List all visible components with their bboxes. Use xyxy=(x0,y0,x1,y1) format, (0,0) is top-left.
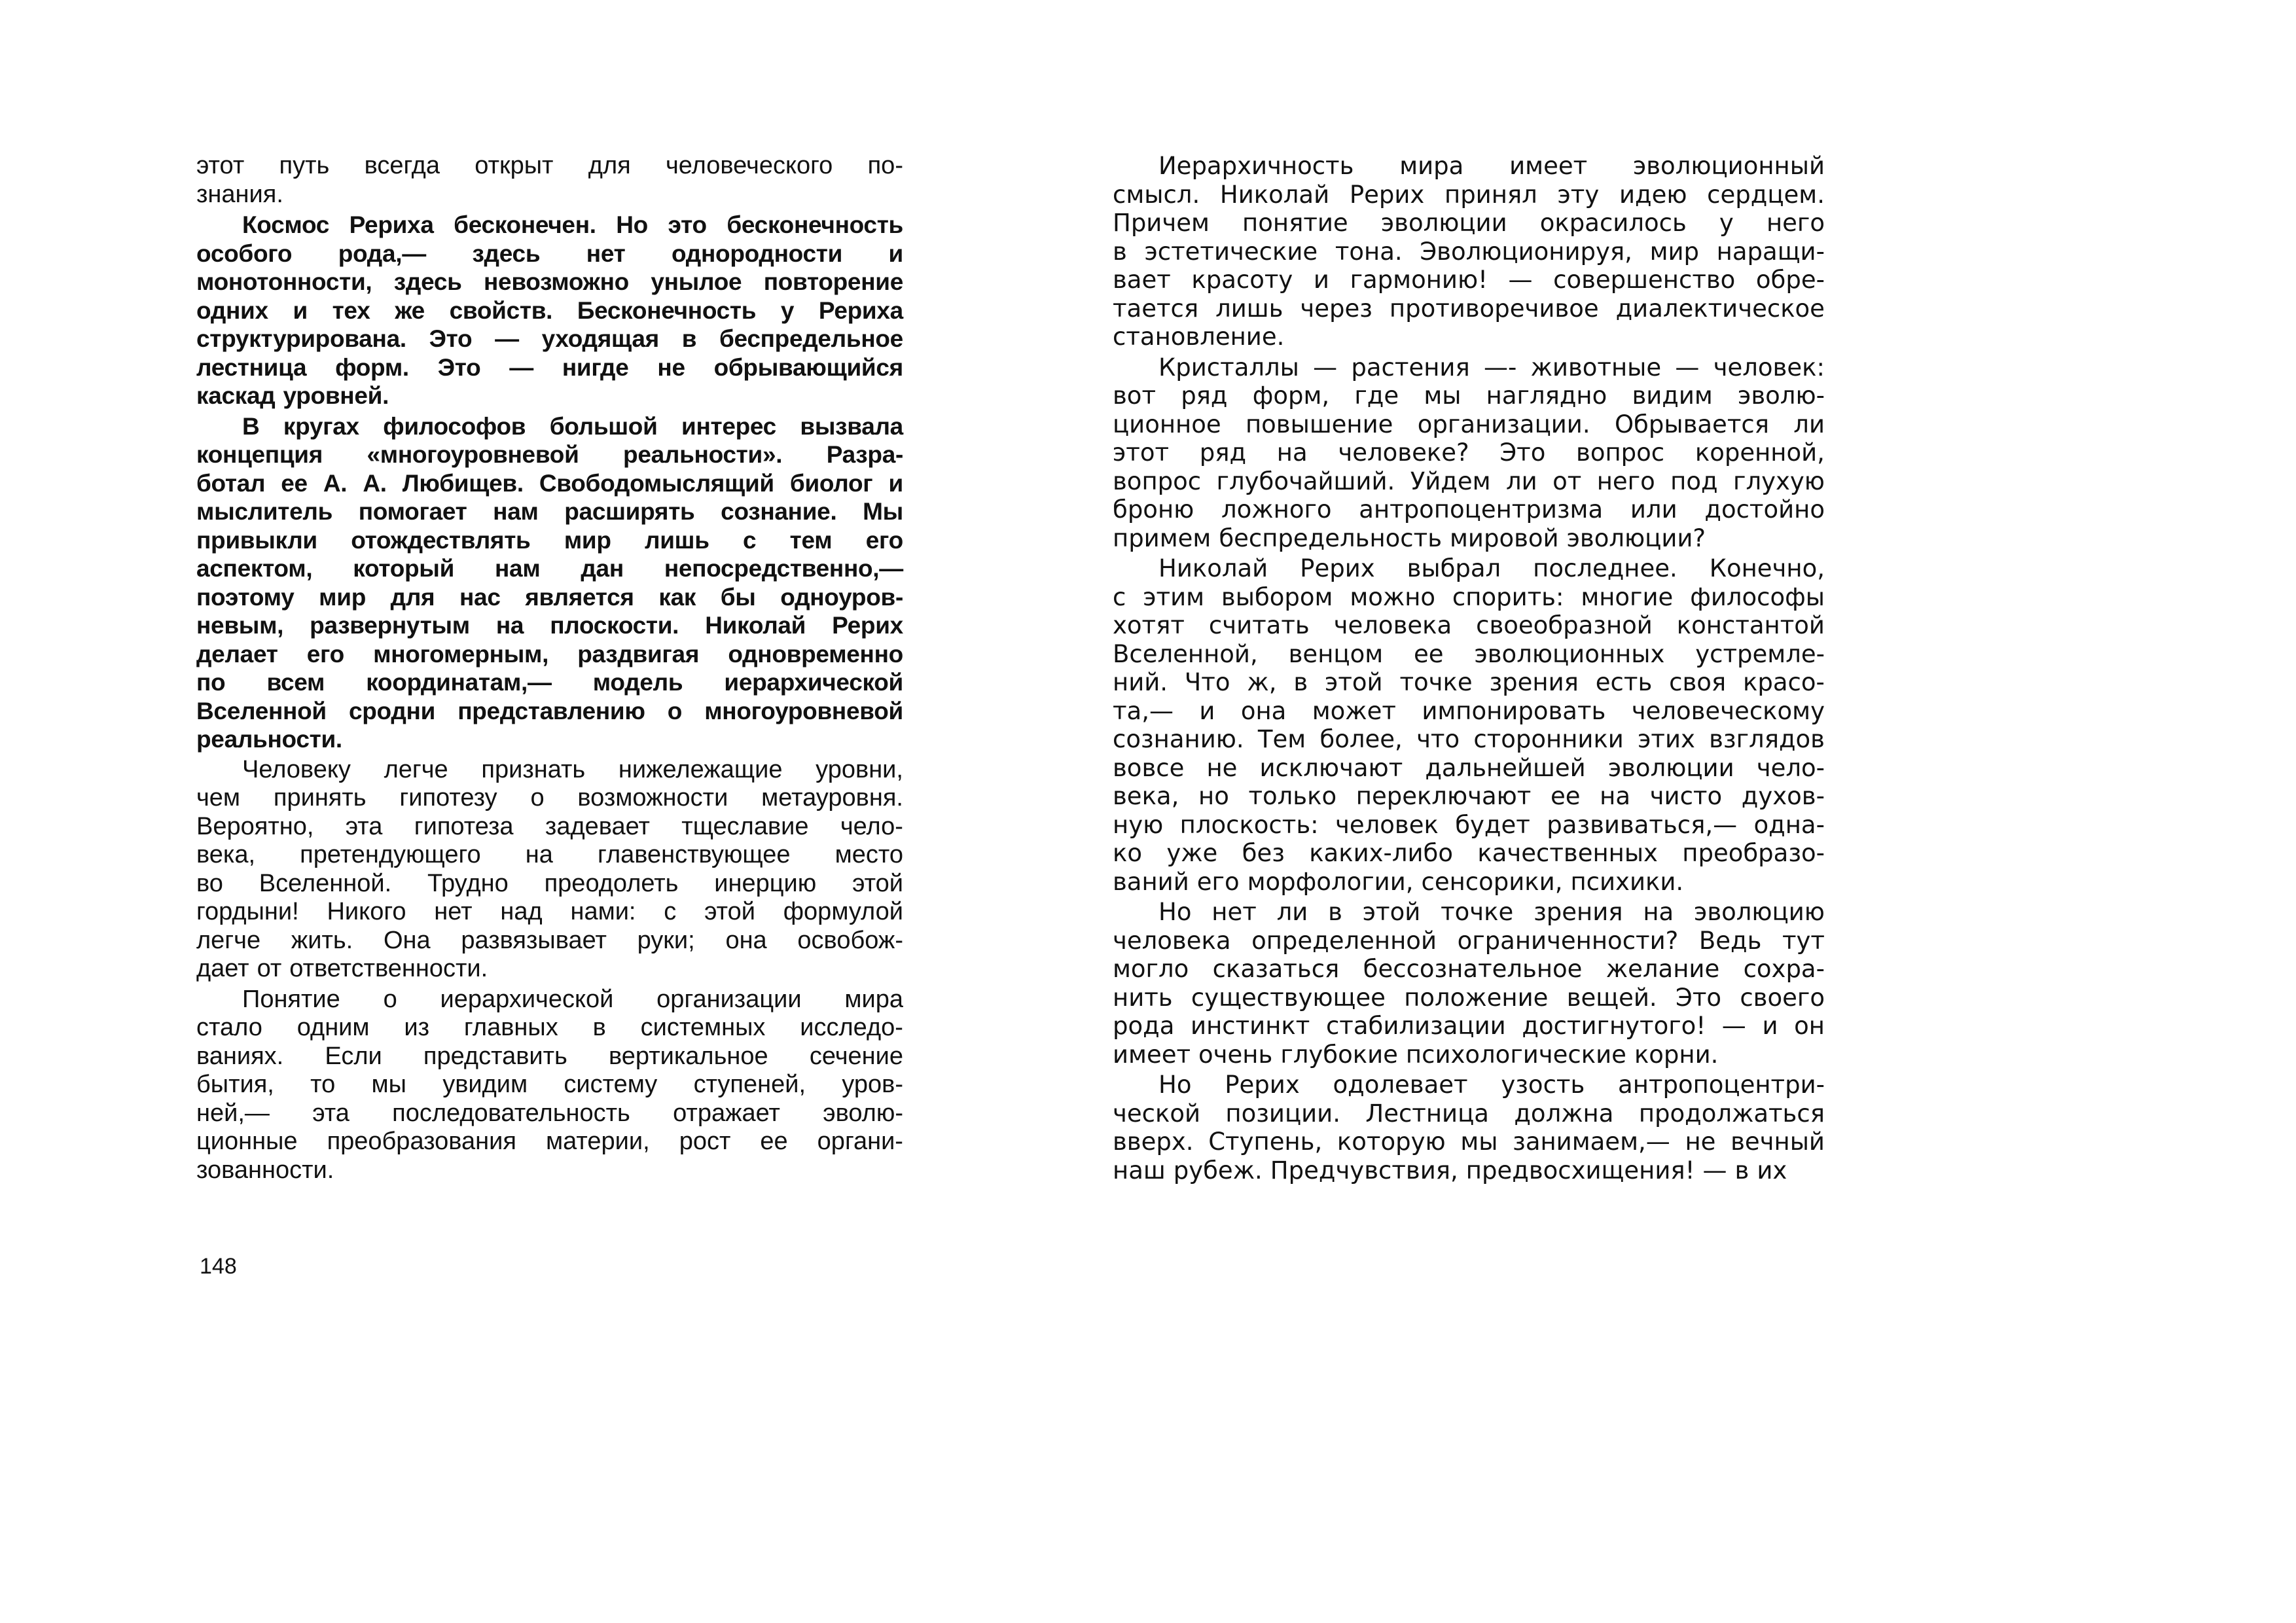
text-line: Человеку легче признать нижележащие уровни, xyxy=(242,755,903,783)
paragraph xyxy=(196,986,903,1185)
text-line: вопрос глубочайший. Уйдем ли от него под глухую xyxy=(1113,467,1825,495)
text-line: ко уже без каких-либо качественных преобразо- xyxy=(1113,839,1825,867)
text-line: ботал ее А. А. Любищев. Свободомыслящий биолог и xyxy=(196,469,903,497)
text-line: наш рубеж. Предчувствия, предвосхищения! — в их xyxy=(1113,1156,1787,1185)
text-line: с этим выбором можно спорить: многие философы xyxy=(1113,582,1825,611)
text-line: Причем понятие эволюции окрасилось у него xyxy=(1113,209,1825,237)
text-line: Космос Рериха бесконечен. Но это бесконечность xyxy=(242,211,903,238)
paragraph xyxy=(196,152,903,209)
paragraph xyxy=(1113,554,1825,896)
text-line: ческой позиции. Лестница должна продолжаться xyxy=(1113,1099,1825,1128)
text-line: концепция «многоуровневой реальности». Разра- xyxy=(196,441,903,468)
paragraph xyxy=(1113,898,1825,1069)
text-line: дает от ответственности. xyxy=(196,955,488,982)
text-line: поэтому мир для нас является как бы одноуров- xyxy=(196,583,903,611)
text-line: чем принять гипотезу о возможности метауровня. xyxy=(196,784,903,812)
text-line: ваний его морфологии, сенсорики, психики. xyxy=(1113,867,1684,896)
text-line: броню ложного антропоцентризма или достойно xyxy=(1113,495,1825,524)
paragraph xyxy=(1113,1071,1825,1185)
text-line: Кристаллы — растения —- животные — человек: xyxy=(1158,353,1825,382)
text-line: в эстетические тона. Эволюционируя, мир наращи- xyxy=(1113,237,1825,266)
text-line: ваниях. Если представить вертикальное сечение xyxy=(196,1042,903,1070)
text-line: В кругах философов большой интерес вызвала xyxy=(242,412,903,440)
text-line: вверх. Ступень, которую мы занимаем,— не вечный xyxy=(1113,1128,1825,1156)
paragraph xyxy=(1113,152,1825,351)
text-line: мыслитель помогает нам расширять сознание. Мы xyxy=(196,498,903,525)
paragraph xyxy=(196,756,903,984)
text-line: зованности. xyxy=(196,1156,334,1184)
text-line: та,— и она может импонировать человеческому xyxy=(1113,696,1825,725)
text-line: Вселенной сродни представлению о многоуровневой xyxy=(196,697,903,724)
text-line: века, претендующего на главенствующее место xyxy=(196,841,903,868)
text-line: каскад уровней. xyxy=(196,382,389,409)
text-line: вовсе не исключают дальнейшей эволюции чело- xyxy=(1113,753,1825,782)
text-line: сознанию. Тем более, что сторонники этих взглядов xyxy=(1113,725,1825,753)
text-line: становление. xyxy=(1113,323,1285,351)
left-page-text xyxy=(196,152,903,1186)
text-line: рода инстинкт стабилизации достигнутого! — и он xyxy=(1113,1012,1825,1040)
text-line: нить существующее положение вещей. Это своего xyxy=(1113,983,1825,1012)
paragraph xyxy=(196,211,903,410)
text-line: бытия, то мы увидим систему ступеней, уров- xyxy=(196,1071,903,1098)
text-line: этот ряд на человеке? Это вопрос коренной, xyxy=(1113,438,1825,467)
text-line: легче жить. Она развязывает руки; она освобож- xyxy=(196,926,903,954)
text-line: привыкли отождествлять мир лишь с тем его xyxy=(196,526,903,554)
paragraph xyxy=(196,412,903,754)
text-line: гордыни! Никого нет над нами: с этой формулой xyxy=(196,898,903,925)
text-line: смысл. Николай Рерих принял эту идею сердцем. xyxy=(1113,180,1825,209)
text-line: стало одним из главных в системных исследо- xyxy=(196,1014,903,1041)
text-line: тается лишь через противоречивое диалектическое xyxy=(1113,294,1825,323)
text-line: структурирована. Это — уходящая в беспредельное xyxy=(196,325,903,352)
text-line: аспектом, который нам дан непосредственно,— xyxy=(196,555,903,582)
text-line: ционные преобразования материи, рост ее органи- xyxy=(196,1128,903,1155)
text-line: века, но только переключают ее на чисто духов- xyxy=(1113,782,1825,810)
text-line: вот ряд форм, где мы наглядно видим эволю- xyxy=(1113,382,1825,410)
text-line: Вселенной, венцом ее эволюционных устремле- xyxy=(1113,639,1825,668)
text-line: имеет очень глубокие психологические корни. xyxy=(1113,1040,1719,1069)
paragraph xyxy=(1113,353,1825,553)
text-line: вает красоту и гармонию! — совершенство обре- xyxy=(1113,266,1825,294)
text-line: невым, развернутым на плоскости. Николай Рерих xyxy=(196,612,903,639)
text-line: человека определенной ограниченности? Ведь тут xyxy=(1113,926,1825,955)
text-line: Но нет ли в этой точке зрения на эволюцию xyxy=(1158,898,1825,926)
text-line: особого рода,— здесь нет однородности и xyxy=(196,240,903,267)
right-page-text xyxy=(1113,152,1825,1186)
text-line: Вероятно, эта гипотеза задевает тщеславие чело- xyxy=(196,812,903,840)
text-line: ний. Что ж, в этой точке зрения есть своя красо- xyxy=(1113,668,1825,696)
text-line: одних и тех же свойств. Бесконечность у Рериха xyxy=(196,296,903,324)
text-line: реальности. xyxy=(196,726,342,753)
text-line: ную плоскость: человек будет развиваться,— одна- xyxy=(1113,810,1825,839)
text-line: могло сказаться бессознательное желание сохра- xyxy=(1113,955,1825,983)
text-line: монотонности, здесь невозможно унылое повторение xyxy=(196,268,903,295)
text-line: ней,— эта последовательность отражает эволю- xyxy=(196,1099,903,1127)
text-line: хотят считать человека своеобразной константой xyxy=(1113,611,1825,639)
text-line: во Вселенной. Трудно преодолеть инерцию этой xyxy=(196,869,903,897)
text-line: Понятие о иерархической организации мира xyxy=(242,985,903,1013)
text-line: делает его многомерным, раздвигая одновременно xyxy=(196,640,903,668)
text-line: этот путь всегда открыт для человеческого по- xyxy=(196,152,903,179)
text-line: по всем координатам,— модель иерархической xyxy=(196,669,903,696)
text-line: Николай Рерих выбрал последнее. Конечно, xyxy=(1158,554,1825,582)
text-line: примем беспредельность мировой эволюции? xyxy=(1113,524,1706,552)
text-line: ционное повышение организации. Обрывается ли xyxy=(1113,410,1825,438)
text-line: знания. xyxy=(196,180,283,208)
text-line: Но Рерих одолевает узость антропоцентри- xyxy=(1158,1071,1825,1099)
text-line: лестница форм. Это — нигде не обрывающийся xyxy=(196,353,903,381)
page-number: 148 xyxy=(200,1254,237,1279)
text-line: Иерархичность мира имеет эволюционный xyxy=(1158,152,1825,180)
